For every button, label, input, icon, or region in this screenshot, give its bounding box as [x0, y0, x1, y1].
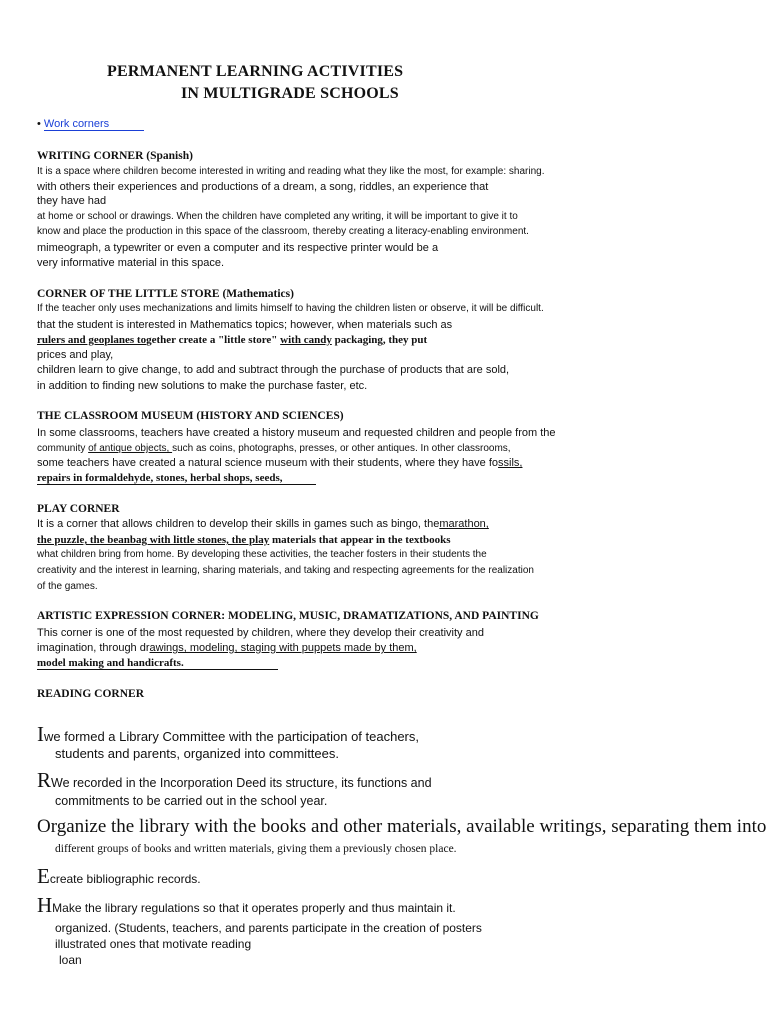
reading-r-line1: RWe recorded in the Incorporation Deed its structure, its functions and: [37, 768, 432, 792]
store-line-2: that the student is interested in Mathematics topics; however, when materials such as: [37, 319, 453, 331]
museum-line-2: community of antique objects, such as coins, photographs, presses, or other antiques. In other classrooms,: [37, 443, 511, 454]
writing-line-6: mimeograph, a typewriter or even a computer and its respective printer would be a: [37, 242, 439, 254]
writing-corner-heading: WRITING CORNER (Spanish): [37, 150, 193, 162]
reading-e-line: Ecreate bibliographic records.: [37, 864, 201, 888]
reading-o-line2: different groups of books and written materials, giving them a previously chosen place.: [55, 843, 457, 855]
play-line-2: the puzzle, the beanbag with little stones, the play materials that appear in the textbooks: [37, 534, 451, 546]
artistic-corner-heading: ARTISTIC EXPRESSION CORNER: MODELING, MUSIC, DRAMATIZATIONS, AND PAINTING: [37, 610, 539, 622]
reading-h-line2: organized. (Students, teachers, and parents participate in the creation of posters: [55, 921, 482, 935]
museum-line-1: In some classrooms, teachers have created a history museum and requested children and people from the: [37, 427, 556, 439]
artistic-line-1: This corner is one of the most requested by children, where they develop their creativity and: [37, 627, 484, 639]
reading-o-line1: Organize the library with the books and other materials, available writings, separating them into: [37, 816, 767, 837]
bullet-icon: •: [37, 118, 41, 130]
play-line-1: It is a corner that allows children to develop their skills in games such as bingo, themarathon,: [37, 518, 489, 530]
writing-line-4: at home or school or drawings. When the children have completed any writing, it will be important to give it to: [37, 211, 518, 222]
store-line-3: rulers and geoplanes together create a "little store" with candy packaging, they put: [37, 334, 428, 346]
reading-h-line1: HMake the library regulations so that it operates properly and thus maintain it.: [37, 893, 456, 917]
reading-h-line4: loan: [59, 953, 82, 967]
museum-line-3: some teachers have created a natural science museum with their students, where they have fossils,: [37, 457, 523, 469]
store-line-6: in addition to finding new solutions to make the purchase faster, etc.: [37, 380, 368, 392]
store-line-1: If the teacher only uses mechanizations and limits himself to having the children listen or observe, it will be difficult.: [37, 303, 544, 314]
reading-i-line2: students and parents, organized into committees.: [55, 746, 339, 761]
page-title-line1: PERMANENT LEARNING ACTIVITIES: [107, 63, 404, 80]
museum-corner-heading: THE CLASSROOM MUSEUM (HISTORY AND SCIENCES): [37, 410, 344, 422]
writing-line-5: know and place the production in this space of the classroom, thereby creating a literacy-enabling environment.: [37, 226, 529, 237]
reading-h-line3: illustrated ones that motivate reading: [55, 937, 252, 951]
store-line-5: children learn to give change, to add and subtract through the purchase of products that are sold,: [37, 364, 510, 376]
play-line-5: of the games.: [37, 581, 98, 592]
work-corners-link[interactable]: Work corners: [44, 118, 144, 131]
reading-r-line2: commitments to be carried out in the school year.: [55, 794, 328, 808]
reading-i-line1: Iwe formed a Library Committee with the participation of teachers,: [37, 722, 420, 746]
work-corners-item: [37, 118, 144, 131]
store-line-4: prices and play,: [37, 349, 114, 361]
museum-line-4: repairs in formaldehyde, stones, herbal shops, seeds,: [37, 472, 316, 485]
writing-line-7: very informative material in this space.: [37, 257, 225, 269]
artistic-line-2: imagination, through drawings, modeling, staging with puppets made by them,: [37, 642, 417, 654]
writing-line-1: It is a space where children become interested in writing and reading what they like the most, for example: sharing.: [37, 166, 545, 177]
store-corner-heading: CORNER OF THE LITTLE STORE (Mathematics): [37, 288, 294, 300]
play-corner-heading: PLAY CORNER: [37, 503, 120, 515]
play-line-3: what children bring from home. By developing these activities, the teacher fosters in their students the: [37, 549, 487, 560]
artistic-line-3: model making and handicrafts.: [37, 657, 278, 670]
reading-corner-heading: READING CORNER: [37, 688, 145, 700]
play-line-4: creativity and the interest in learning, sharing materials, and taking and respecting agreements for the realization: [37, 565, 534, 576]
writing-line-2: with others their experiences and productions of a dream, a song, riddles, an experience that: [37, 181, 489, 193]
writing-line-3: they have had: [37, 195, 107, 207]
page-title-line2: IN MULTIGRADE SCHOOLS: [181, 85, 399, 102]
